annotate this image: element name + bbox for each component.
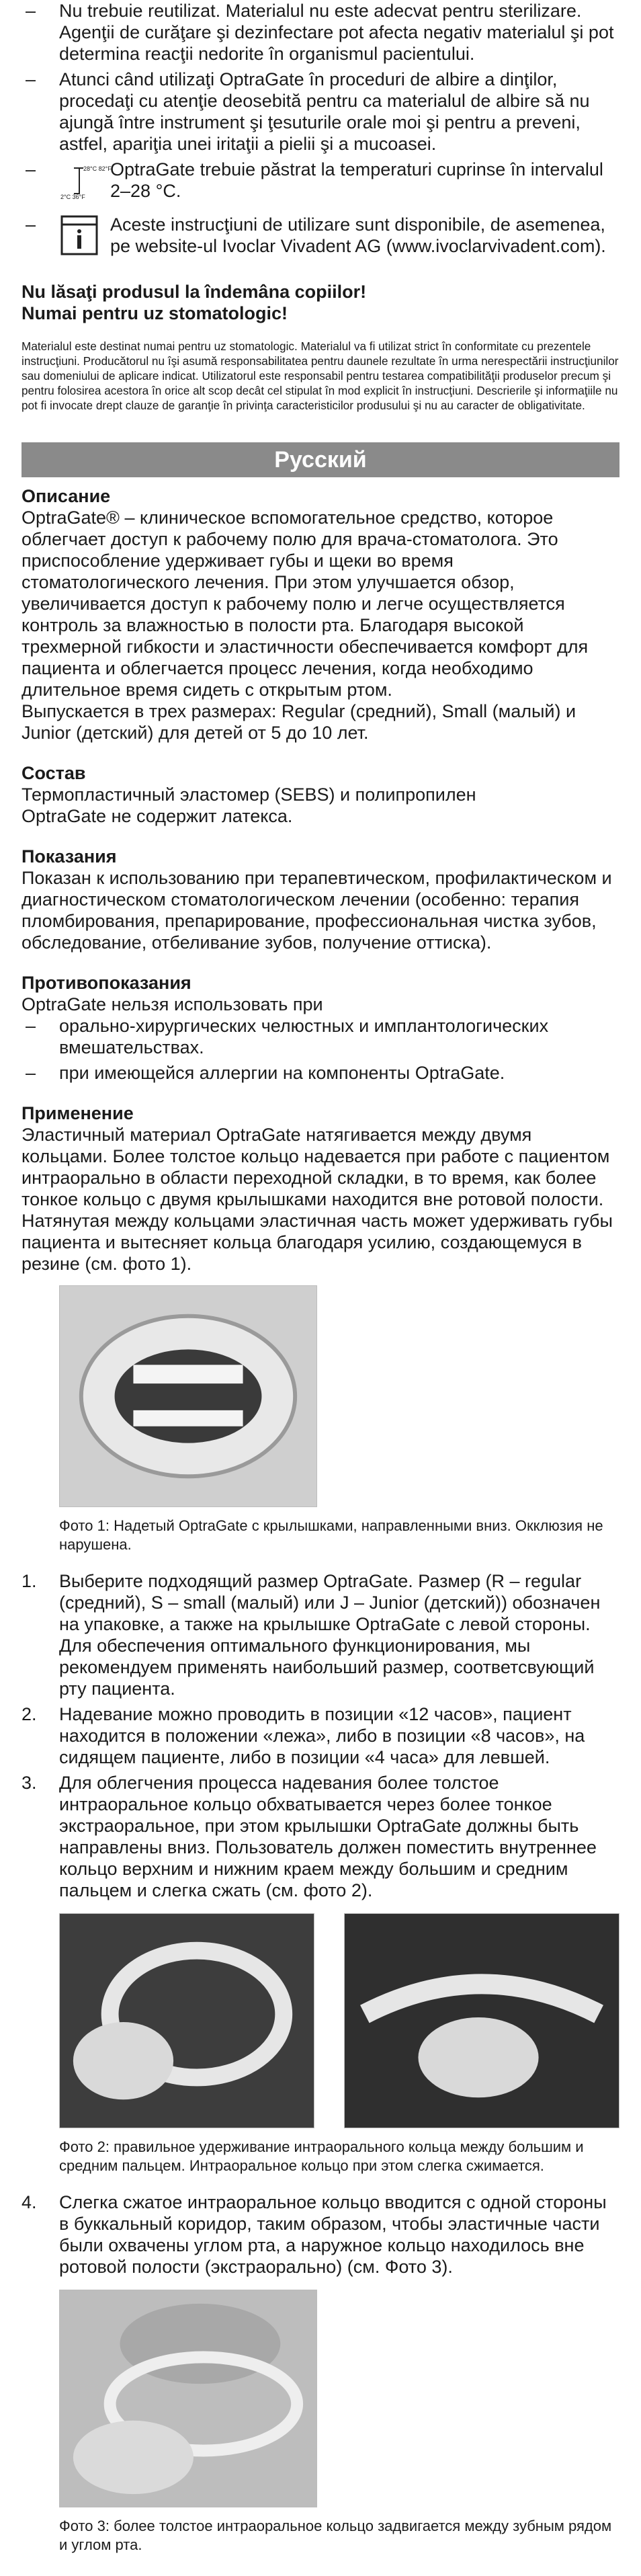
list-item: – Nu trebuie reutilizat. Materialul nu este adecvat pentru sterilizare. Agenţii de curăţare şi dezinfectare pot afecta negativ materialul şi pot determina reacţii nedorite în organismul pacientului. [22,0,619,65]
list-item: 4. Слегка сжатое интраоральное кольцо вводится с одной стороны в буккальный коридор, таким образом, чтобы эластичные части были охвачены углом рта, а наружное кольцо находилось вне ротовой полости (экстраорально) (см. Фото 3). [22,2192,607,2277]
warning-dental-use: Numai pentru uz stomatologic! [22,303,288,323]
language-header: Русский [22,442,619,477]
application-steps [22,1570,619,1901]
photo-2a [59,1913,314,2128]
photo-2b [344,1913,619,2128]
romanian-warnings [22,0,619,261]
list-item: – 28°C 82°F 2°C 36°F OptraGate trebuie păstrat la temperaturi cuprinse în intervalul 2–28 °C. [22,159,619,206]
section-title-indications: Показания [22,846,117,867]
indications-text: Показан к использованию при терапевтическом, профилактическом и диагностическом стоматологическом лечении (особенно: терапия пломбирования, препарирование, профессиональная чистка зубов, обследование, отбеливание зубов, получение оттиска). [22,868,612,953]
contraindications-intro: OptraGate нельзя использовать при [22,994,323,1014]
photo-3 [59,2290,317,2507]
svg-text:28°C 82°F: – 28°C 82°F [83,165,112,172]
disclaimer: Materialul este destinat numai pentru uz stomatologic. Materialul va fi utilizat strict în conformitate cu prezentele instrucţiuni. Producătorul nu îşi asumă responsabilitatea pentru daunele rezultate în urma nerespectării instrucţiunilor sau domeniului de aplicare indicat. Utilizatorul este responsabil pentru testarea compatibilităţii produselor precum şi pentru folosirea acestora în orice alt scop decât cel stipulat în mod explicit în instrucţiuni. Descrierile şi informaţiile nu pot fi invocate drept clauze de garanţie în privinţa caracteristicilor produsului şi nu au caracter de obligativitate. [22,339,619,412]
section-title-description: Описание [22,486,111,506]
list-item: 1. Выберите подходящий размер OptraGate. Размер (R – regular (средний), S – small (малый) или J – Junior (детский)) обозначен на упаковке, а также на крылышке OptraGate с левой стороны. Для обеспечения оптимального функционирования, мы рекомендуем применять наибольший размер, соответсвующий рту пациента. [22,1571,601,1699]
info-book-icon [59,214,103,261]
svg-text:2°C 36°F: 2°C 36°F [60,194,85,200]
list-item: 2. Надевание можно проводить в позиции «12 часов», пациент находится в положении «лежа», либо в позиции «8 часов», на сидящем пациенте, либо в позиции «4 часа» для левшей. [22,1704,585,1767]
application-steps-cont [22,2191,619,2278]
photo-1-caption: Фото 1: Надетый OptraGate с крылышками, направленными вниз. Окклюзия не нарушена. [59,1517,603,1553]
photo-3-caption: Фото 3: более толстое интраоральное кольцо задвигается между зубным рядом и углом рта. [59,2518,612,2553]
description-text: OptraGate® – клиническое вспомогательное средство, которое облегчает доступ к рабочему полю для врача-стоматолога. Это приспособление удерживает губы и щеки во время стоматологического лечения. При этом улучшается обзор, увеличивается доступ к рабочему полю и легче осуществляется контроль за влажностью в полости рта. Благодаря высокой трехмерной гибкости и эластичности обеспечивается комфорт для пациента и облегчается процесс лечения, когда необходимо длительное время сидеть с открытым ртом. [22,508,589,700]
composition-line: OptraGate не содержит латекса. [22,806,293,826]
temperature-limit-icon [59,159,112,206]
list-item: – при имеющейся аллергии на компоненты OptraGate. [22,1062,619,1084]
contraindications-list [22,1015,619,1084]
section-title-contraindications: Противопоказания [22,973,191,993]
photo-1 [59,1285,317,1507]
photo-2-caption: Фото 2: правильное удерживание интраорального кольца между большим и средним пальцем. Интраоральное кольцо при этом слегка сжимается. [59,2138,584,2174]
list-item: 3. Для облегчения процесса надевания более толстое интраоральное кольцо обхватывается через более тонкое экстраоральное, при этом крылышки OptraGate должны быть направлены вниз. Пользователь должен поместить внутреннее кольцо верхним и нижним краем между большим и средним пальцем и слегка сжать (см. фото 2). [22,1773,597,1900]
warning-children: Nu lăsaţi produsul la îndemâna copiilor! [22,282,367,302]
list-item: – Atunci când utilizaţi OptraGate în proceduri de albire a dinţilor, procedaţi cu atenţie deosebită pentru ca materialul de albire să nu ajungă între instrument şi ţesuturile orale moi şi pentru a preveni, astfel, apariţia unei iritaţii a pielii şi a mucoasei. [22,69,619,155]
section-title-application: Применение [22,1103,134,1123]
list-item: – Aceste instrucţiuni de utilizare sunt disponibile, de asemenea, pe website-ul Ivoclar Vivadent AG (www.ivoclarvivadent.com). [22,214,619,261]
list-item: – орально-хирургических челюстных и имплантологических вмешательствах. [22,1015,619,1058]
composition-line: Термопластичный эластомер (SEBS) и полипропилен [22,784,476,805]
sizes-text: Выпускается в трех размерах: Regular (средний), Small (малый) и Junior (детский) для детей от 5 до 10 лет. [22,701,576,743]
application-text: Эластичный материал OptraGate натягивается между двумя кольцами. Более толстое кольцо надевается при работе с пациентом интраорально в области переходной складки, в то время, как более тонкое кольцо с двумя крылышками находится вне ротовой полости. Натянутая между кольцами эластичная часть может удерживать губы пациента и вытесняет кольца благодаря усилию, создающемуся в резине (см. фото 1). [22,1125,613,1274]
section-title-composition: Состав [22,763,86,783]
photo-2-row [59,1913,619,2128]
